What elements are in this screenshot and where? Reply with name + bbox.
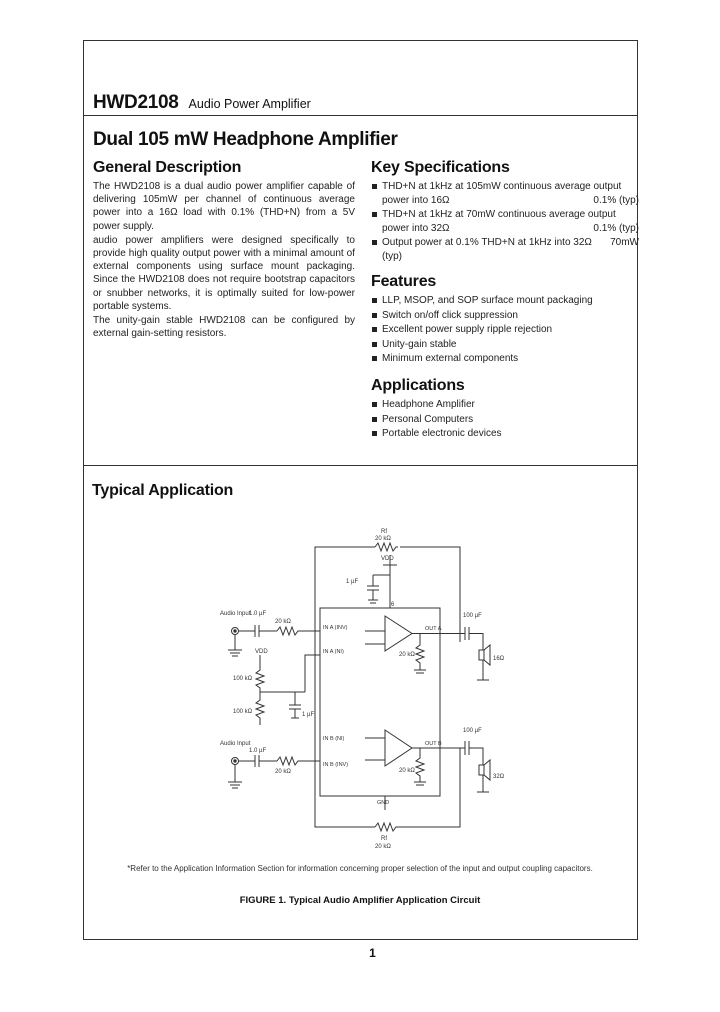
pin-gnd: GND	[377, 800, 390, 806]
audio-input-b-jack-center	[234, 760, 236, 762]
output-capacitor-a	[440, 627, 483, 650]
features-heading: Features	[371, 273, 437, 290]
rf-b-value: 20 kΩ	[375, 844, 391, 850]
rf-a-value: 20 kΩ	[375, 536, 391, 542]
application-item: Personal Computers	[371, 413, 639, 428]
spec-text-continued: power into 16Ω	[382, 194, 450, 206]
pin-in-a-plus: IN A (NI)	[323, 649, 344, 655]
r-bias-2-value: 100 kΩ	[233, 709, 253, 715]
ri-b-value: 20 kΩ	[275, 769, 291, 775]
spec-value: 70mW	[610, 237, 639, 248]
typical-application-heading: Typical Application	[92, 482, 234, 499]
features-list	[371, 294, 639, 367]
bypass-capacitor-cb	[289, 692, 301, 718]
spec-item	[371, 236, 639, 263]
co-b-value: 100 µF	[463, 728, 482, 734]
application-item: Headphone Amplifier	[371, 398, 639, 413]
output-capacitor-b	[440, 741, 483, 765]
feedback-wire-a	[315, 547, 375, 785]
input-resistor-a	[277, 627, 320, 635]
pin-in-a-minus: IN A (INV)	[323, 625, 348, 631]
spec-text: THD+N at 1kHz at 70mW continuous average output	[382, 209, 616, 220]
load-resistor-a	[414, 634, 426, 674]
spec-item	[371, 208, 639, 235]
rf-a-name: Rf	[381, 529, 387, 535]
key-specifications-heading: Key Specifications	[371, 159, 510, 176]
bias-wire	[305, 655, 320, 692]
application-circuit-schematic	[215, 520, 515, 855]
input-capacitor-a	[239, 625, 277, 637]
header-divider	[83, 115, 638, 116]
input-resistor-b	[277, 757, 320, 765]
page-number: 1	[369, 946, 376, 960]
spec-value: 0.1% (typ)	[593, 222, 639, 234]
description-paragraph: The HWD2108 is a dual audio power amplifier capable of delivering 105mW per channel of continuous average power into a 16Ω load with 0.1% (THD+N) from a 5V power supply.	[93, 181, 355, 232]
load-a-value: 16Ω	[493, 656, 505, 662]
pin-in-b-minus: IN B (INV)	[323, 762, 349, 768]
feature-item: Excellent power supply ripple rejection	[371, 323, 639, 338]
application-item: Portable electronic devices	[371, 427, 639, 442]
cb-value: 1 µF	[302, 712, 315, 718]
op-amp-a-inputs	[365, 631, 385, 644]
op-amp-b	[385, 730, 412, 766]
feature-item: Minimum external components	[371, 352, 639, 367]
bias-divider-resistors	[256, 655, 305, 725]
ci-a-value: 1.0 µF	[249, 611, 267, 617]
applications-list	[371, 398, 639, 442]
input-capacitor-b	[239, 755, 277, 767]
spec-item	[371, 180, 639, 207]
general-description-body	[93, 180, 355, 341]
op-amp-a	[385, 616, 412, 651]
headphone-b-cone	[484, 760, 490, 780]
general-description-heading: General Description	[93, 159, 242, 176]
doc-header	[93, 92, 311, 114]
co-a-value: 100 µF	[463, 613, 482, 619]
pin-in-b-plus: IN B (NI)	[323, 736, 345, 742]
section-divider	[83, 465, 638, 466]
spec-text-continued: (typ)	[382, 250, 402, 262]
headphone-a-cone	[484, 645, 490, 665]
applications-heading: Applications	[371, 377, 465, 394]
rl-b-value: 20 kΩ	[399, 768, 415, 774]
bias-vdd-label: VDD	[255, 649, 268, 655]
spec-value: 0.1% (typ)	[593, 194, 639, 206]
audio-input-a-label: Audio Input	[220, 611, 251, 617]
spec-text-continued: power into 32Ω	[382, 222, 450, 234]
headphone-a	[479, 650, 484, 660]
schematic-footnote: *Refer to the Application Information Section for information concerning proper selection of the input and output coupling capacitors.	[127, 864, 593, 873]
input-a-ground	[228, 635, 242, 656]
headphone-b	[479, 765, 484, 775]
load-b-value: 32Ω	[493, 774, 505, 780]
spec-text: THD+N at 1kHz at 105mW continuous average output	[382, 181, 622, 192]
ci-b-value: 1.0 µF	[249, 748, 267, 754]
audio-input-b-label: Audio Input	[220, 741, 251, 747]
out-a-label: OUT A	[425, 626, 442, 632]
supply-bypass-capacitor	[367, 575, 390, 603]
page-title: Dual 105 mW Headphone Amplifier	[93, 129, 398, 150]
input-b-ground	[228, 765, 242, 788]
feedback-wire-b	[315, 785, 375, 827]
audio-input-a-jack-center	[234, 630, 236, 632]
part-number: HWD2108	[93, 92, 179, 113]
feedback-resistor-a	[375, 543, 398, 551]
cs-value: 1 µF	[346, 579, 359, 585]
spec-text: Output power at 0.1% THD+N at 1kHz into 32Ω	[382, 237, 592, 248]
key-specifications-list	[371, 180, 639, 264]
rf-b-name: Rf	[381, 836, 387, 842]
part-subtitle: Audio Power Amplifier	[188, 97, 311, 111]
feature-item: LLP, MSOP, and SOP surface mount packaging	[371, 294, 639, 309]
rl-a-value: 20 kΩ	[399, 652, 415, 658]
feature-item: Unity-gain stable	[371, 338, 639, 353]
op-amp-b-inputs	[365, 738, 385, 760]
vdd-pin-number: 6	[391, 602, 395, 608]
description-paragraph: audio power amplifiers were designed specifically to provide high quality output power with a minimal amount of external components using surface mount packaging. Since the HWD2108 does not require bootstrap capacitors or snubber networks, it is optimally suited for low-power portable systems.	[93, 234, 355, 312]
description-paragraph: The unity-gain stable HWD2108 can be configured by external gain-setting resistors.	[93, 315, 355, 340]
ri-a-value: 20 kΩ	[275, 619, 291, 625]
figure-caption: FIGURE 1. Typical Audio Amplifier Application Circuit	[239, 895, 481, 906]
load-resistor-b	[414, 748, 426, 785]
feature-item: Switch on/off click suppression	[371, 309, 639, 324]
vdd-label: VDD	[381, 556, 394, 562]
out-b-label: OUT B	[425, 741, 442, 747]
r-bias-1-value: 100 kΩ	[233, 676, 253, 682]
